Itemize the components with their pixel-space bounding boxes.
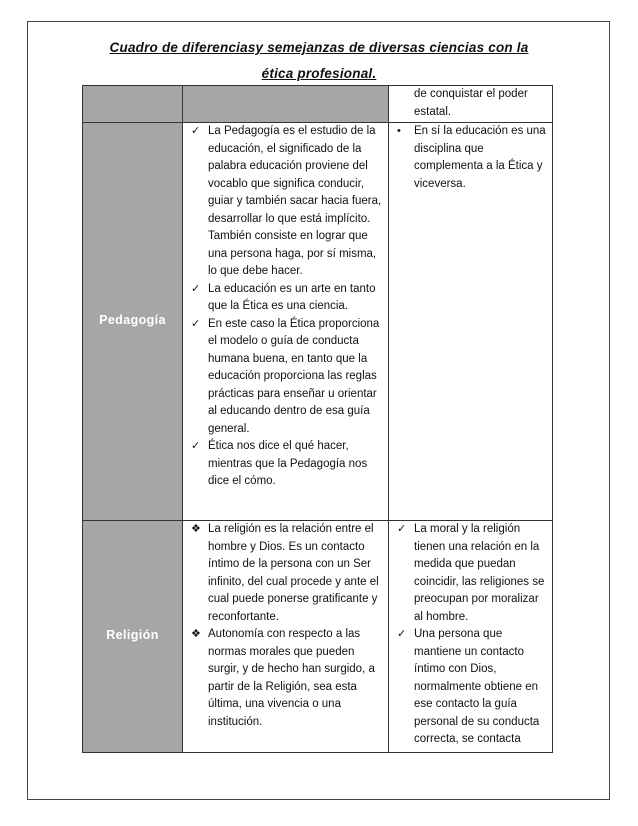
list-item: • En sí la educación es una disciplina que complementa a la Ética y viceversa. [397,125,546,190]
table-row-religion [83,521,553,753]
list-item: ✓ Una persona que mantiene un contacto íntimo con Dios, normalmente obtiene en ese contacto la guía personal de su conducta correcta, se contacta [397,628,540,745]
row-label-religion [83,521,183,753]
list-item: ✓ La educación es un arte en tanto que la Ética es una ciencia. [191,282,376,312]
list-item: ✓ En este caso la Ética proporciona el modelo o guía de conducta humana buena, en tanto que la educación proporciona las reglas prácticas para enseñar u orientar al educando dentro de esa guía general. [191,317,380,435]
table-row-pedagogia [83,123,553,521]
checkmark-icon: ✓ [191,125,201,137]
similarities-cell-religion [389,521,553,753]
list-item: ✓ La moral y la religión tienen una relación en la medida que puedan coincidir, las religiones se preocupan por moralizar al hombre. [397,523,545,623]
title-line-2: ética profesional. [261,66,377,81]
differences-cell-pedagogia [183,123,389,521]
checkmark-icon: ✓ [397,628,407,640]
similarities-cell-pedagogia [389,123,553,521]
row-label-pedagogia [83,123,183,521]
differences-list [183,123,388,491]
list-item: ✓ Ética nos dice el qué hacer, mientras que la Pedagogía nos dice el cómo. [191,440,368,487]
checkmark-icon: ✓ [191,317,201,330]
similarities-list [389,521,552,749]
document-title [60,35,578,87]
similarities-list [389,123,552,193]
diamond-bullet-icon: ❖ [191,628,201,640]
differences-cell-empty [183,86,389,123]
checkmark-icon: ✓ [191,440,201,452]
table-row-continued [83,86,553,123]
continued-text: de conquistar el poder estatal. [414,88,528,118]
bullet-icon: • [397,125,401,137]
title-line-1: Cuadro de diferenciasy semejanzas de diversas ciencias con la [109,40,529,55]
list-item: ❖ La religión es la relación entre el hombre y Dios. Es un contacto íntimo de la persona con un Ser infinito, del cual procede y ante el cual puede ponerse gratificante y reconfortante. [191,523,379,623]
row-label-text: Pedagogía [99,313,166,328]
differences-list [183,521,388,731]
comparison-table [82,85,553,753]
row-label-text: Religión [106,628,159,643]
checkmark-icon: ✓ [397,523,407,535]
list-item: ✓ La Pedagogía es el estudio de la educación, el significado de la palabra educación proviene del vocablo que significa conducir, guiar y también sacar hacia fuera, desarrollar lo que está implícito. También consiste en lograr que una persona haga, por sí misma, lo que debe hacer. [191,125,382,277]
list-item: ❖ Autonomía con respecto a las normas morales que pueden surgir, y de hecho han surgido, a partir de la Religión, sea esta última, una vivencia o una institución. [191,628,375,728]
diamond-bullet-icon: ❖ [191,523,201,535]
checkmark-icon: ✓ [191,282,201,295]
similarities-cell-continued [389,86,553,123]
differences-cell-religion [183,521,389,753]
row-label-cell-empty [83,86,183,123]
